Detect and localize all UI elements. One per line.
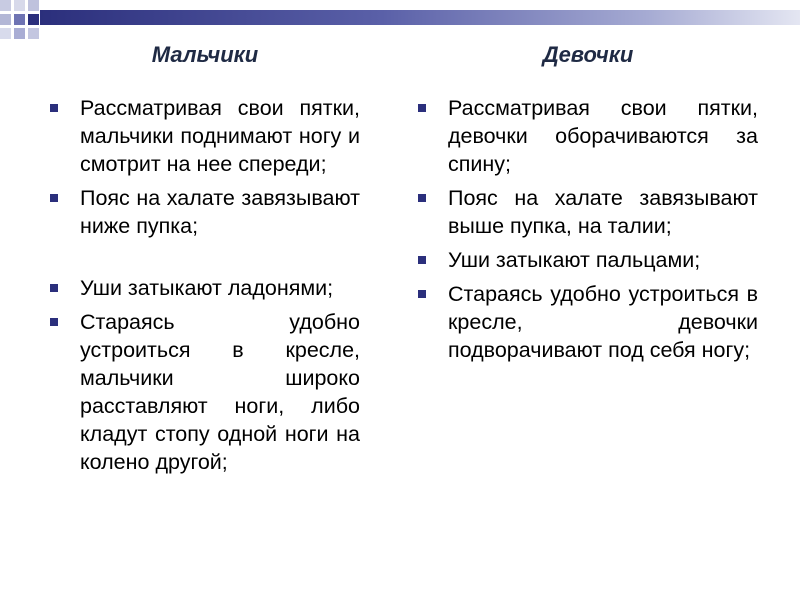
square-bullet-icon [50,104,58,112]
decor-square [14,28,25,39]
square-bullet-icon [50,194,58,202]
list-item [418,246,758,274]
decor-square [0,0,11,11]
list-item [418,280,758,364]
list-item-text: Стараясь удобно устроиться в кресле, девочки подворачивают под себя ногу; [448,282,758,362]
decor-square [0,28,11,39]
list-item-text: Рассматривая свои пятки, девочки оборачиваются за спину; [448,96,758,176]
list-item [418,94,758,178]
decor-square [28,0,39,11]
square-bullet-icon [50,318,58,326]
list-item-text: Пояс на халате завязывают ниже пупка; [80,186,360,238]
list-item-text: Рассматривая свои пятки, мальчики поднимают ногу и смотрит на нее спереди; [80,96,360,176]
decor-square [28,28,39,39]
boys-column [50,42,360,482]
square-bullet-icon [50,284,58,292]
list-item-text: Уши затыкают пальцами; [448,248,701,272]
decor-square [14,0,25,11]
list-item-text: Уши затыкают ладонями; [80,276,334,300]
decor-square [0,14,11,25]
list-item-text: Стараясь удобно устроиться в кресле, мальчики широко расставляют ноги, либо кладут стопу одной ноги на колено другой; [80,310,360,474]
list-item [50,94,360,178]
list-item [50,274,360,302]
list-item [50,308,360,476]
square-bullet-icon [418,256,426,264]
square-bullet-icon [418,290,426,298]
square-bullet-icon [418,104,426,112]
boys-heading: Мальчики [151,42,259,67]
girls-heading: Девочки [542,42,634,67]
gradient-bar [40,10,800,25]
list-item [418,184,758,240]
girls-column [418,42,758,370]
decor-square [28,14,39,25]
square-bullet-icon [418,194,426,202]
list-item-text: Пояс на халате завязывают выше пупка, на талии; [448,186,758,238]
decor-square [14,14,25,25]
list-item [50,184,360,240]
